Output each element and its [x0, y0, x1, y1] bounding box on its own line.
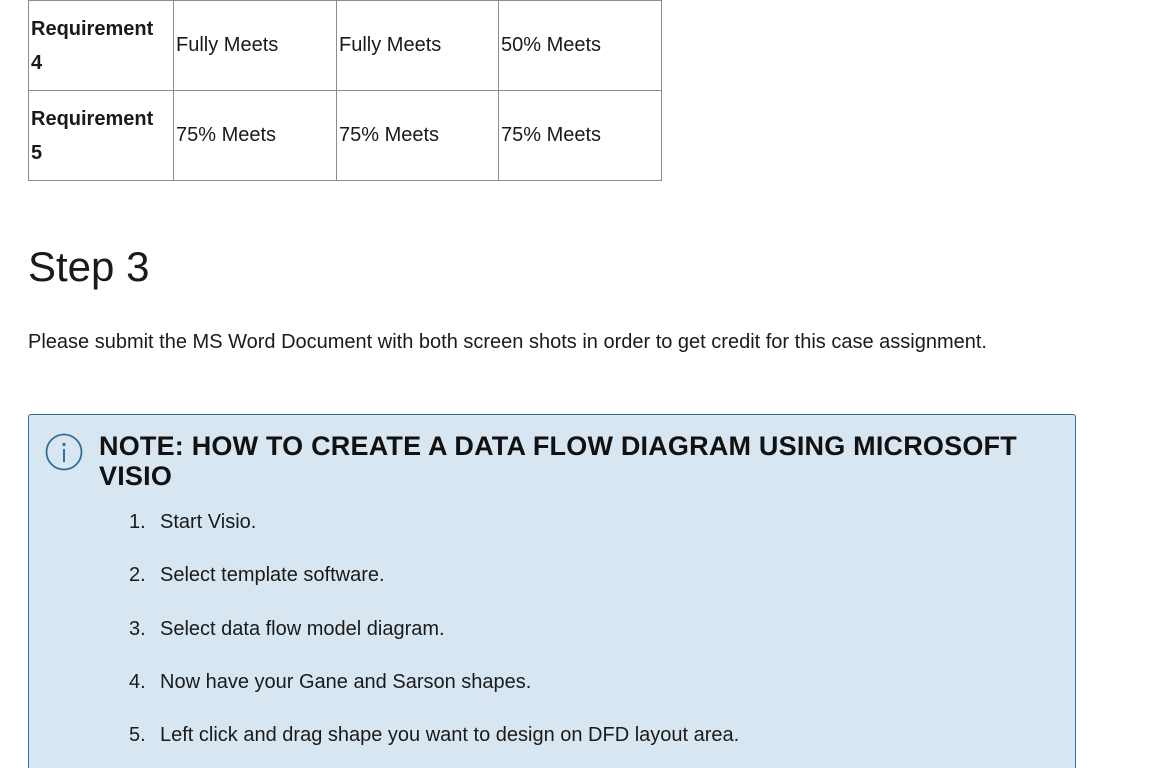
- list-item: [129, 723, 739, 768]
- row-header-line2: 5: [31, 141, 43, 164]
- row-header: [29, 91, 174, 181]
- requirements-table: [28, 0, 662, 181]
- list-item: [129, 563, 739, 616]
- note-callout: [28, 414, 1076, 768]
- row-header-line2: 4: [31, 51, 43, 74]
- list-item-text: Left click and drag shape you want to design on DFD layout area.: [160, 724, 740, 747]
- table-cell: 75% Meets: [174, 91, 337, 181]
- note-steps-list: [129, 510, 739, 768]
- row-header: [29, 1, 174, 91]
- list-item-number: 2.: [129, 564, 146, 587]
- list-item-text: Now have your Gane and Sarson shapes.: [160, 670, 532, 693]
- table-cell: 75% Meets: [499, 91, 662, 181]
- list-item-text: Start Visio.: [160, 511, 257, 533]
- table-row: [29, 1, 662, 91]
- step-heading: Step 3: [28, 243, 150, 290]
- list-item: [129, 670, 739, 723]
- list-item-number: 1.: [129, 511, 146, 533]
- table-cell: Fully Meets: [174, 1, 337, 91]
- list-item-number: 4.: [129, 670, 146, 693]
- note-title: NOTE: HOW TO CREATE A DATA FLOW DIAGRAM USING MICROSOFT VISIO: [99, 431, 1017, 491]
- instruction-paragraph: Please submit the MS Word Document with both screen shots in order to get credit for this case assignment.: [28, 331, 987, 353]
- list-item-text: Select data flow model diagram.: [160, 617, 445, 640]
- row-header-line1: Requirement: [31, 17, 154, 40]
- table-cell: 75% Meets: [337, 91, 499, 181]
- list-item-number: 3.: [129, 617, 146, 640]
- table-row: [29, 91, 662, 181]
- list-item-number: 5.: [129, 724, 146, 747]
- info-icon: [45, 433, 83, 471]
- list-item-text: Select template software.: [160, 564, 385, 587]
- table-cell: 50% Meets: [499, 1, 662, 91]
- list-item: [129, 617, 739, 670]
- row-header-line1: Requirement: [31, 107, 154, 130]
- table-cell: Fully Meets: [337, 1, 499, 91]
- list-item: [129, 510, 739, 563]
